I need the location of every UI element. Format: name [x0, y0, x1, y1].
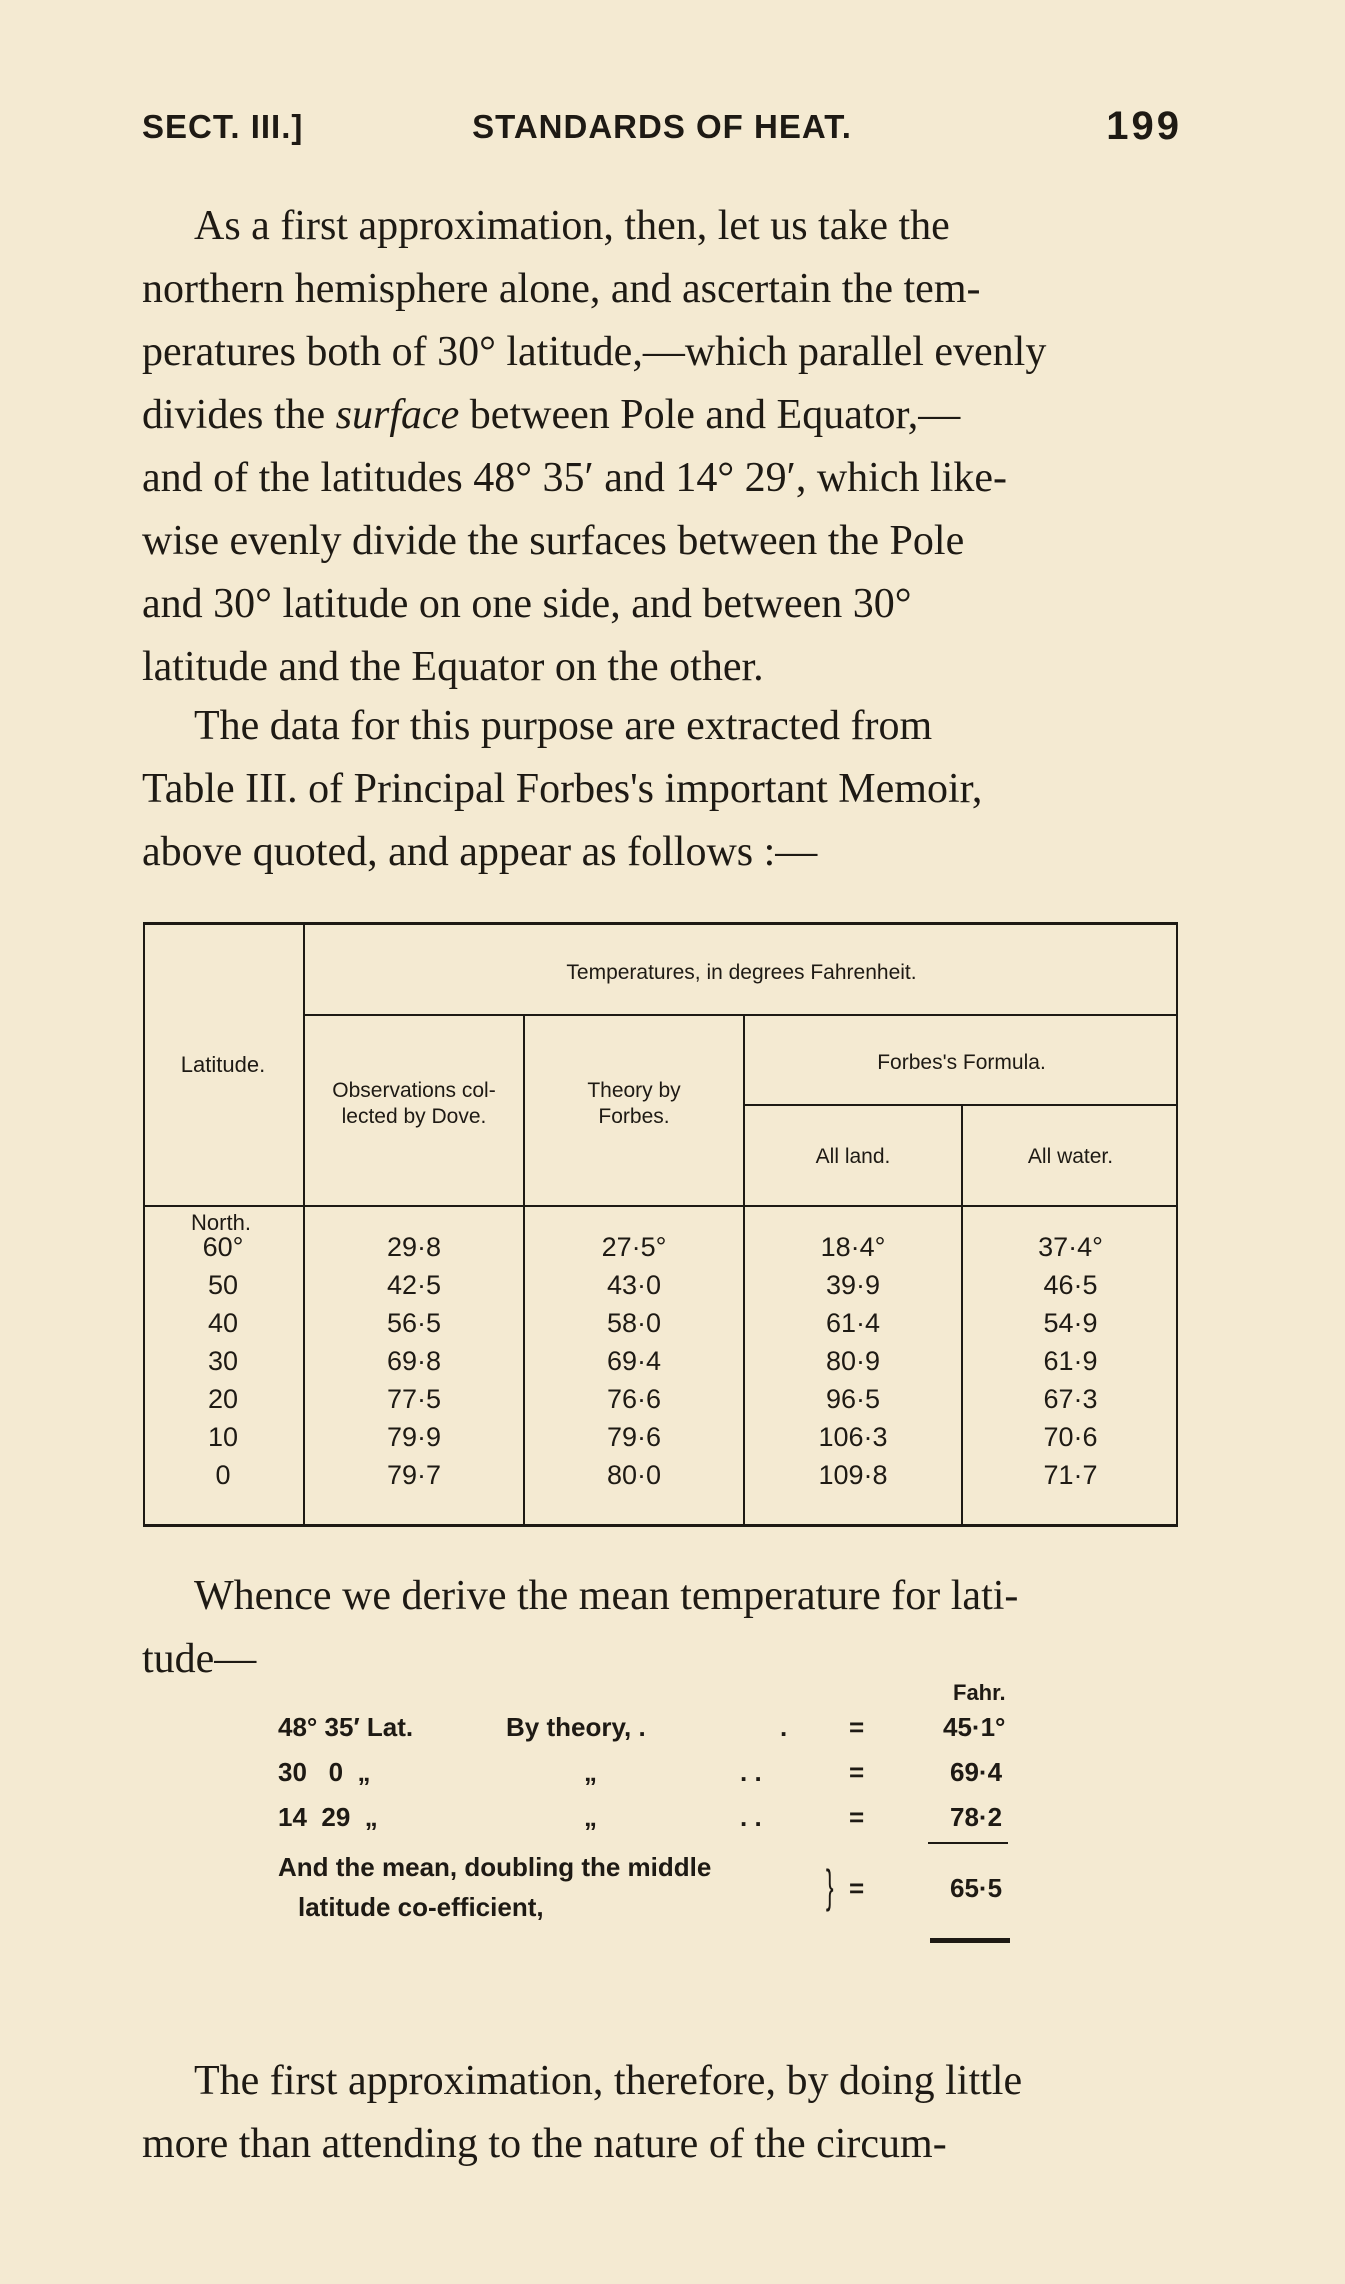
cell-all-water: 70·6: [1043, 1422, 1098, 1452]
cell-all-land: 96·5: [825, 1384, 881, 1414]
cell-observed: 79·7: [386, 1460, 442, 1490]
mean-method: By theory, .: [506, 1712, 646, 1742]
cell-all-water: 54·9: [1043, 1308, 1098, 1338]
cell-observed: 42·5: [386, 1270, 442, 1300]
italic-word: surface: [335, 392, 460, 438]
cell-theory: 80·0: [606, 1460, 662, 1490]
text-line: wise evenly divide the surfaces between the Pole: [142, 518, 965, 564]
cell-latitude: 60°: [202, 1232, 244, 1262]
text-line: As a first approximation, then, let us take the: [194, 203, 950, 249]
page-title: STANDARDS OF HEAT.: [472, 108, 852, 145]
text-line: and 30° latitude on one side, and between 30°: [142, 581, 912, 627]
cell-all-water: 46·5: [1043, 1270, 1098, 1300]
text-line: Whence we derive the mean temperature for lati-: [194, 1573, 1019, 1619]
mean-value: 69·4: [950, 1757, 1003, 1787]
paragraph-data-source: [142, 695, 1182, 884]
section-label: SECT. III.]: [142, 108, 304, 145]
cell-latitude: 20: [207, 1384, 239, 1414]
cell-theory: 43·0: [606, 1270, 662, 1300]
unit-label: Fahr.: [953, 1680, 1006, 1705]
paragraph-conclusion: [142, 2050, 1182, 2176]
text-line: Table III. of Principal Forbes's important Memoir,: [142, 766, 983, 812]
group-header-rule: [303, 1014, 1178, 1016]
col-header-latitude: Latitude.: [180, 1052, 266, 1077]
running-header: [142, 104, 1182, 158]
col-header-observed: Observations col- lected by Dove.: [332, 1079, 496, 1128]
cell-all-land: 39·9: [825, 1270, 881, 1300]
cell-latitude: 30: [207, 1346, 239, 1376]
mean-caption-line1: And the mean, doubling the middle: [278, 1852, 712, 1882]
cell-latitude: 50: [207, 1270, 239, 1300]
brace-symbol: }: [825, 1860, 834, 1912]
col-header-formula: Forbes's Formula.: [877, 1051, 1046, 1074]
table-bottom-rule: [143, 1524, 1178, 1527]
cell-theory: 76·6: [606, 1384, 662, 1414]
text-line: more than attending to the nature of the circum-: [142, 2121, 947, 2167]
mean-value: 45·1°: [943, 1712, 1006, 1742]
text-line: northern hemisphere alone, and ascertain the tem-: [142, 266, 981, 312]
mean-equals: =: [849, 1757, 865, 1787]
text-line: The data for this purpose are extracted from: [194, 703, 933, 749]
mean-latitude: 48° 35′ Lat.: [278, 1712, 414, 1742]
result-underline: [930, 1938, 1010, 1943]
text-line: The first approximation, therefore, by doing little: [194, 2058, 1023, 2104]
mean-leader: . .: [740, 1802, 762, 1832]
mean-equals: =: [849, 1712, 865, 1742]
mean-temperature-block: [278, 1680, 1038, 1980]
cell-all-land: 106·3: [818, 1422, 888, 1452]
temperature-table: [143, 922, 1178, 1527]
cell-all-land: 18·4°: [820, 1232, 886, 1262]
page-number: 199: [1106, 104, 1182, 148]
cell-latitude: 0: [215, 1460, 231, 1490]
cell-observed: 79·9: [386, 1422, 442, 1452]
mean-leader: . .: [740, 1757, 762, 1787]
mean-method: „: [584, 1757, 597, 1787]
cell-all-land: 80·9: [825, 1346, 881, 1376]
cell-theory: 27·5°: [601, 1232, 667, 1262]
header-bottom-rule: [143, 1205, 1178, 1207]
cell-observed: 77·5: [386, 1384, 442, 1414]
group-header-temperatures: Temperatures, in degrees Fahrenheit.: [566, 961, 917, 984]
cell-all-water: 71·7: [1043, 1460, 1098, 1490]
cell-theory: 69·4: [606, 1346, 662, 1376]
mean-equals: =: [849, 1873, 865, 1903]
text-line: tude—: [142, 1636, 257, 1682]
text-line: peratures both of 30° latitude,—which parallel evenly: [142, 329, 1047, 375]
paragraph-mean-intro: [142, 1565, 1182, 1691]
north-label: North.: [191, 1210, 251, 1235]
mean-caption-line2: latitude co-efficient,: [298, 1892, 544, 1922]
cell-theory: 58·0: [606, 1308, 662, 1338]
cell-latitude: 40: [207, 1308, 239, 1338]
cell-all-water: 37·4°: [1038, 1232, 1103, 1262]
col-header-theory: Theory by Forbes.: [587, 1079, 681, 1128]
text-line: latitude and the Equator on the other.: [142, 644, 764, 690]
col-header-all-water: All water.: [1027, 1145, 1114, 1168]
paragraph-approximation: [142, 195, 1182, 699]
cell-theory: 79·6: [606, 1422, 662, 1452]
col-header-all-land: All land.: [815, 1145, 891, 1168]
mean-equals: =: [849, 1802, 865, 1832]
cell-observed: 56·5: [386, 1308, 442, 1338]
text-line: divides the surface between Pole and Equator,—: [142, 392, 961, 438]
cell-all-water: 61·9: [1043, 1346, 1098, 1376]
mean-latitude: 30 0 „: [278, 1757, 371, 1787]
table-top-rule: [143, 922, 1178, 925]
mean-method: „: [584, 1802, 597, 1832]
mean-result: 65·5: [950, 1873, 1003, 1903]
cell-observed: 69·8: [386, 1346, 442, 1376]
mean-value: 78·2: [950, 1802, 1003, 1832]
cell-observed: 29·8: [386, 1232, 442, 1262]
cell-all-water: 67·3: [1043, 1384, 1098, 1414]
mean-latitude: 14 29 „: [278, 1802, 378, 1832]
sum-rule: [928, 1842, 1008, 1844]
cell-all-land: 109·8: [818, 1460, 888, 1490]
cell-all-land: 61·4: [825, 1308, 881, 1338]
mean-leader: .: [780, 1712, 788, 1742]
text-line: and of the latitudes 48° 35′ and 14° 29′, which like-: [142, 455, 1007, 501]
cell-latitude: 10: [207, 1422, 239, 1452]
text-line: above quoted, and appear as follows :—: [142, 829, 818, 875]
